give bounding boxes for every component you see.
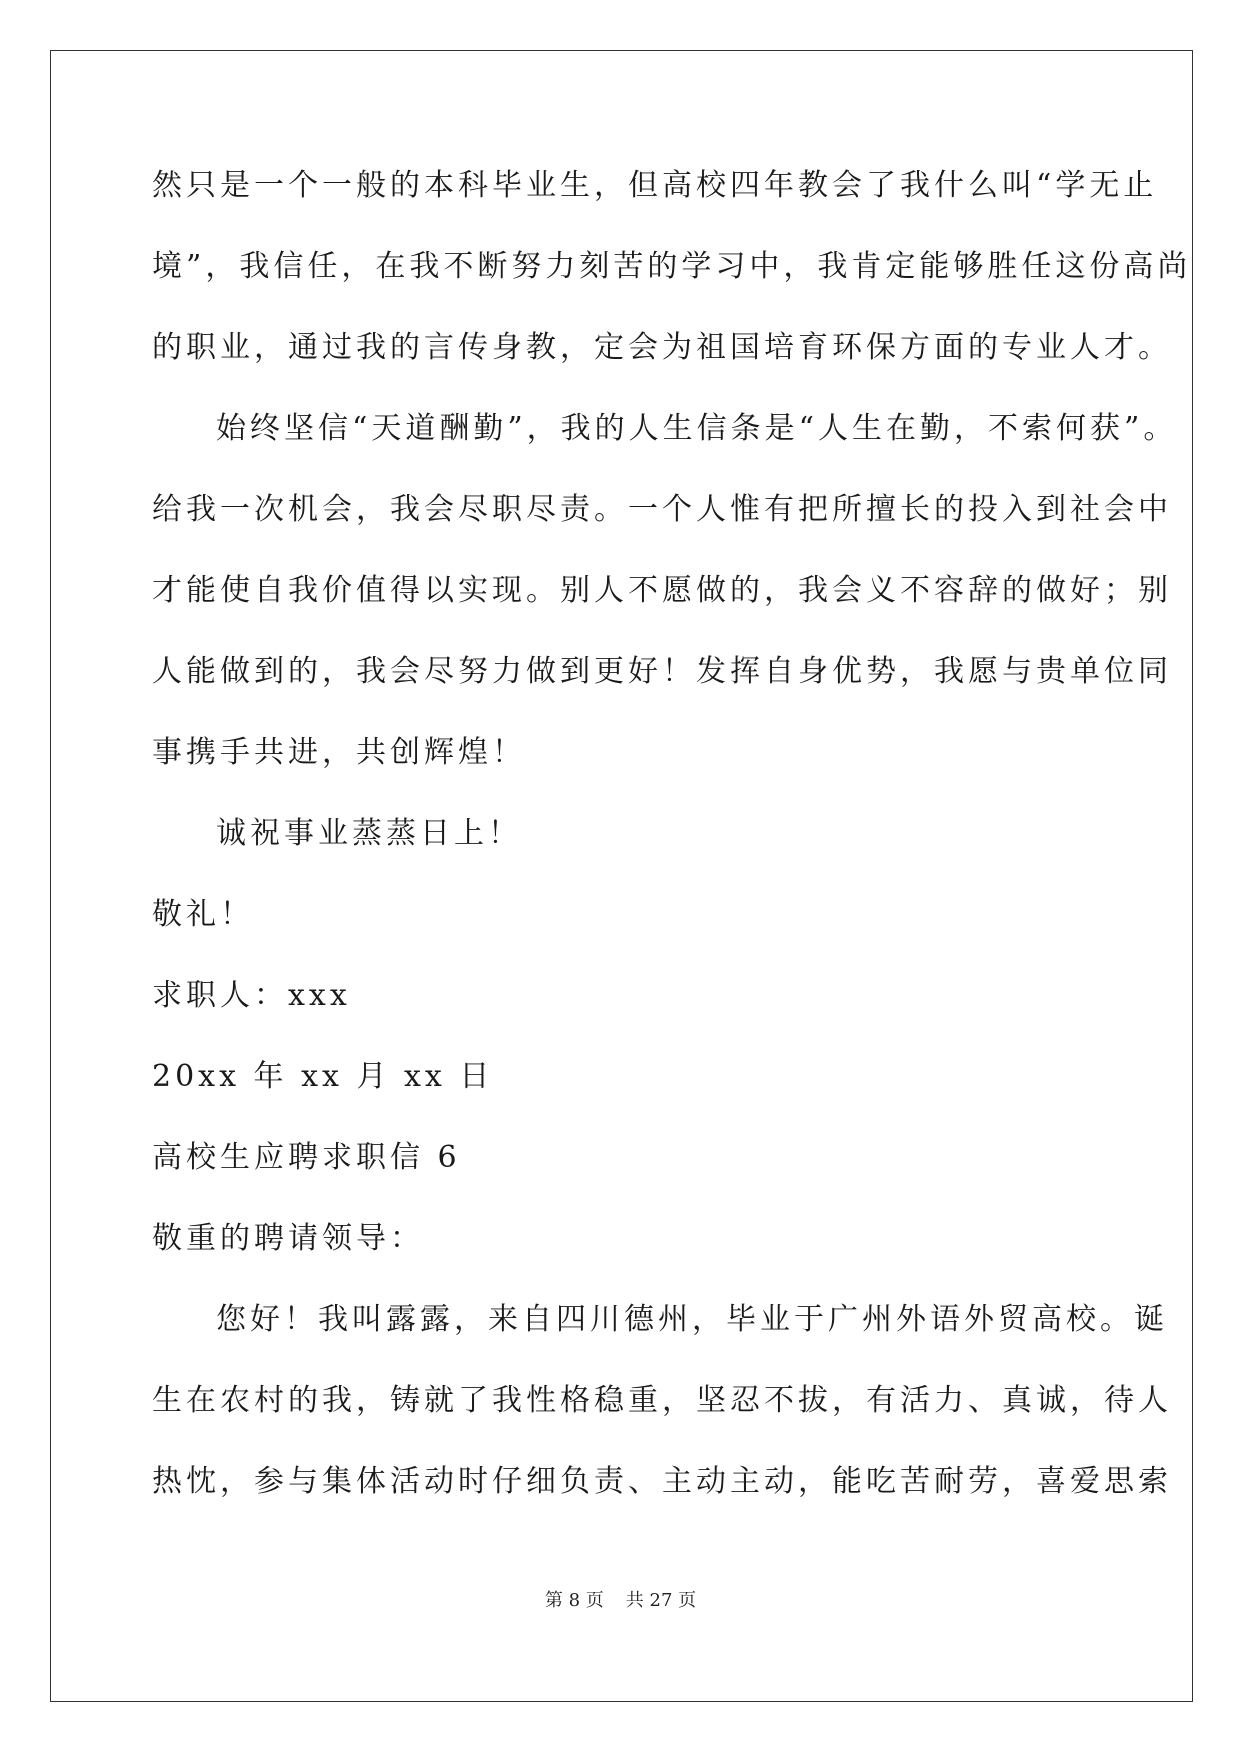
text-line: 热忱，参与集体活动时仔细负责、主动主动，能吃苦耐劳，喜爱思索 bbox=[152, 1464, 1172, 1499]
letter-body bbox=[152, 160, 1192, 1537]
text-line: 您好！我叫露露，来自四川德州，毕业于广州外语外贸高校。诞 bbox=[216, 1302, 1168, 1337]
page-number: 第 8 页 bbox=[544, 1590, 604, 1611]
text-line: 敬礼！ bbox=[152, 897, 254, 932]
text-line: 事携手共进，共创辉煌！ bbox=[152, 735, 526, 770]
page-footer bbox=[0, 1586, 1241, 1612]
text-line: 20xx 年 xx 月 xx 日 bbox=[152, 1059, 494, 1094]
text-line: 人能做到的，我会尽努力做到更好！发挥自身优势，我愿与贵单位同 bbox=[152, 654, 1172, 689]
text-line: 诚祝事业蒸蒸日上！ bbox=[216, 816, 522, 851]
text-line: 给我一次机会，我会尽职尽责。一个人惟有把所擅长的投入到社会中 bbox=[152, 492, 1172, 527]
text-line: 才能使自我价值得以实现。别人不愿做的，我会义不容辞的做好；别 bbox=[152, 573, 1172, 608]
text-line: 求职人：xxx bbox=[152, 978, 351, 1013]
text-line: 然只是一个一般的本科毕业生，但高校四年教会了我什么叫“学无止 bbox=[152, 168, 1158, 203]
text-line: 始终坚信“天道酬勤”，我的人生信条是“人生在勤，不索何获”。 bbox=[216, 411, 1178, 446]
text-line: 生在农村的我，铸就了我性格稳重，坚忍不拔，有活力、真诚，待人 bbox=[152, 1383, 1172, 1418]
page-total: 共 27 页 bbox=[625, 1590, 697, 1611]
text-line: 的职业，通过我的言传身教，定会为祖国培育环保方面的专业人才。 bbox=[152, 330, 1172, 365]
salutation: 敬重的聘请领导： bbox=[152, 1221, 424, 1256]
text-line: 境”，我信任，在我不断努力刻苦的学习中，我肯定能够胜任这份高尚 bbox=[152, 249, 1192, 284]
section-heading: 高校生应聘求职信 6 bbox=[152, 1140, 461, 1175]
